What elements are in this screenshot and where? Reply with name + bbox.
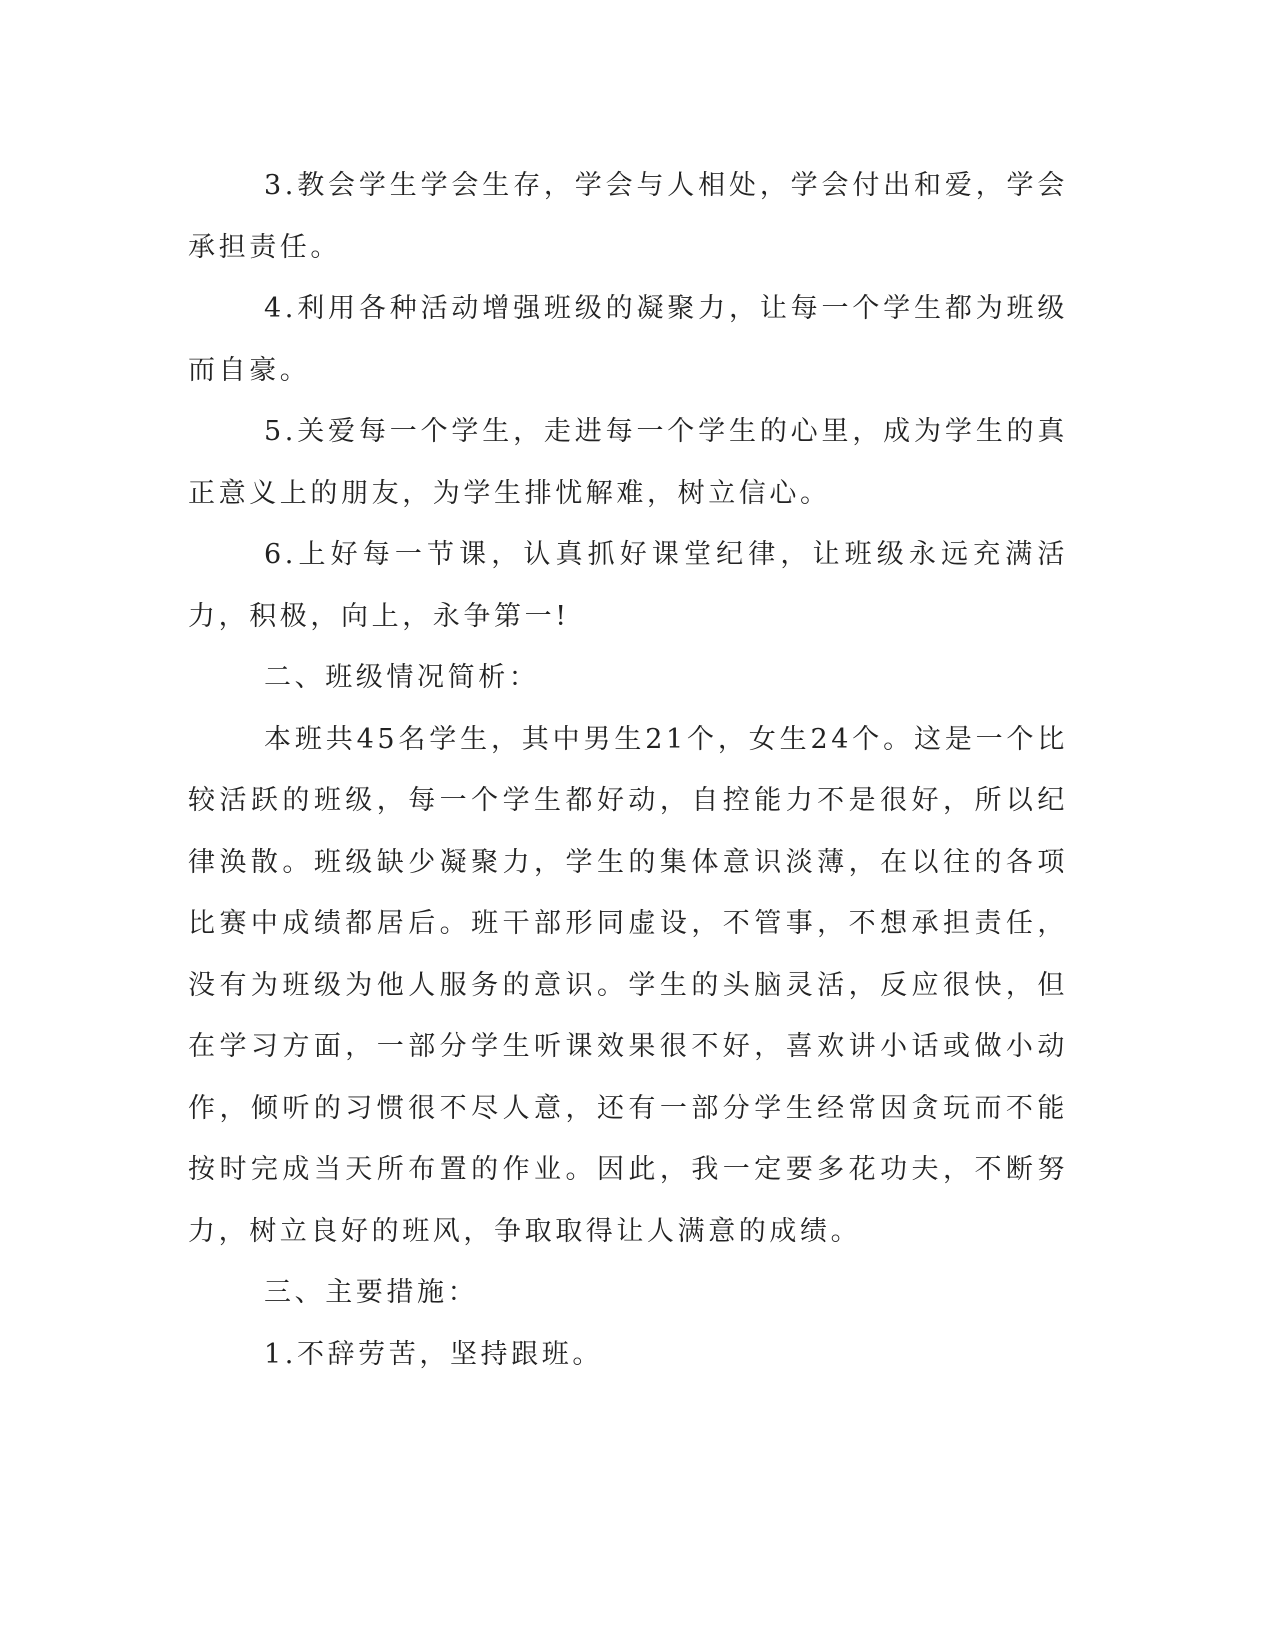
document-body [188,155,1068,1385]
list-item-6: 6.上好每一节课，认真抓好课堂纪律，让班级永远充满活力，积极，向上，永争第一! [188,539,1068,632]
section-heading-main-measures: 三、主要措施： [264,1277,479,1308]
list-item-3: 3.教会学生学会生存，学会与人相处，学会付出和爱，学会承担责任。 [188,170,1068,263]
list-item-4: 4.利用各种活动增强班级的凝聚力，让每一个学生都为班级而自豪。 [188,293,1068,386]
list-item-5: 5.关爱每一个学生，走进每一个学生的心里，成为学生的真正意义上的朋友，为学生排忧解难，树立信心。 [188,416,1068,509]
class-analysis-paragraph: 本班共45名学生，其中男生21个，女生24个。这是一个比较活跃的班级，每一个学生都好动，自控能力不是很好，所以纪律涣散。班级缺少凝聚力，学生的集体意识淡薄，在以往的各项比赛中成绩都居后。班干部形同虚设，不管事，不想承担责任，没有为班级为他人服务的意识。学生的头脑灵活，反应很快，但在学习方面，一部分学生听课效果很不好，喜欢讲小话或做小动作，倾听的习惯很不尽人意，还有一部分学生经常因贪玩而不能按时完成当天所布置的作业。因此，我一定要多花功夫，不断努力，树立良好的班风，争取取得让人满意的成绩。 [188,723,1068,1247]
measure-item-1: 1.不辞劳苦，坚持跟班。 [264,1338,603,1370]
section-heading-class-analysis: 二、班级情况简析： [264,662,540,693]
